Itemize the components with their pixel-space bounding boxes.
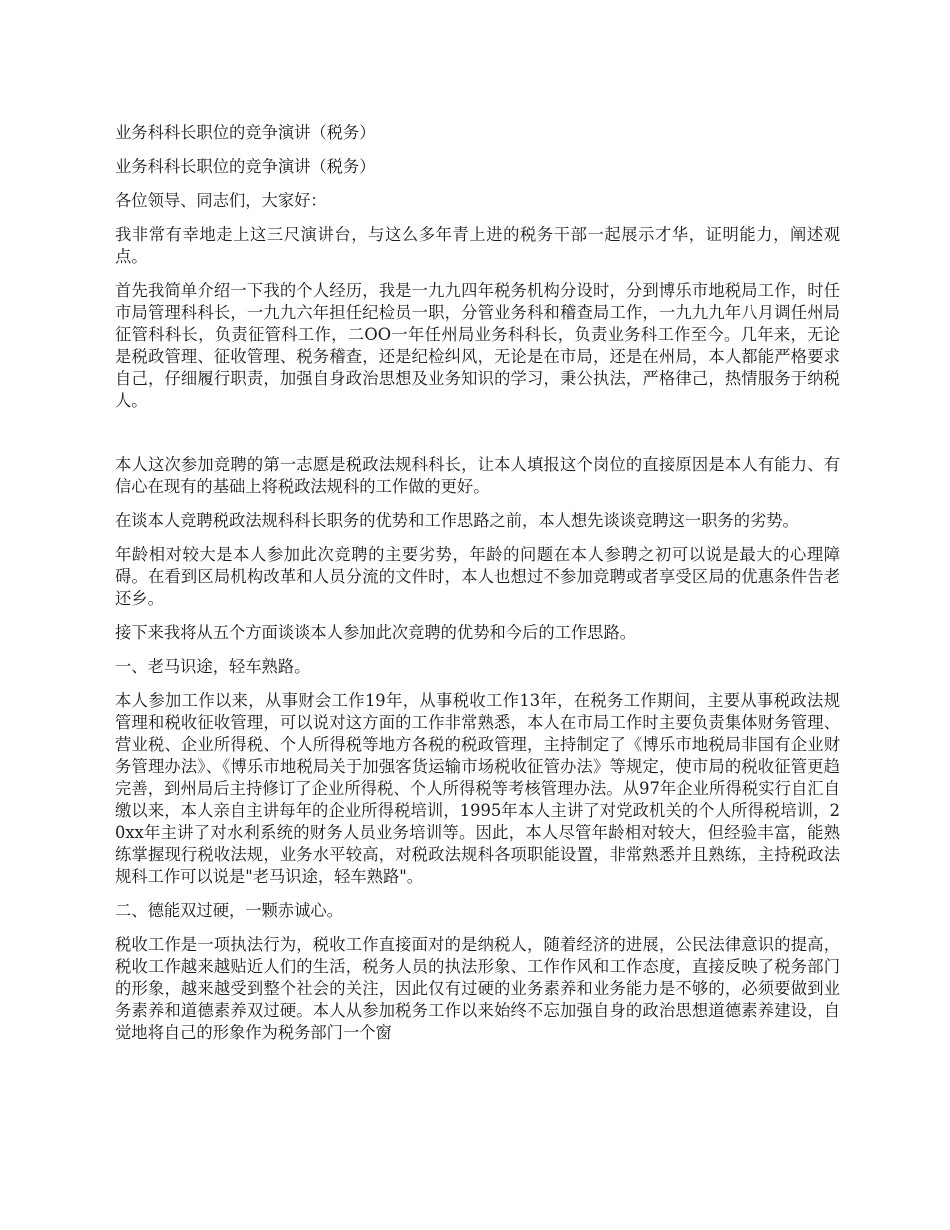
document-page (115, 122, 840, 1056)
section-heading-2: 二、德能双过硬，一颗赤诚心。 (115, 901, 343, 920)
section-heading-1: 一、老马识途，轻车熟路。 (115, 657, 311, 676)
blank-line (115, 424, 840, 454)
paragraph-section-1: 本人参加工作以来，从事财会工作19年，从事税收工作13年，在税务工作期间，主要从事税政法规管理和税收征收管理，可以说对这方面的工作非常熟悉，本人在市局工作时主要负责集体财务管理、营业税、企业所得税、个人所得税等地方各税的税政管理，主持制定了《博乐市地税局非国有企业财务管理办法》、《博乐市地税局关于加强客货运输市场税收征管办法》等规定，使市局的税收征管更趋完善，到州局后主持修订了企业所得税、个人所得税等考核管理办法。从97年企业所得税实行自汇自缴以来，本人亲自主讲每年的企业所得税培训，1995年本人主讲了对党政机关的个人所得税培训，20xx年主讲了对水利系统的财务人员业务培训等。因此，本人尽管年龄相对较大，但经验丰富，能熟练掌握现行税收法规，业务水平较高，对税政法规科各项职能设置，非常熟悉并且熟练，主持税政法规科工作可以说是"老马识途，轻车熟路"。 (115, 691, 840, 886)
paragraph-intro: 我非常有幸地走上这三尺演讲台，与这么多年青上进的税务干部一起展示才华，证明能力，阐述观点。 (115, 225, 840, 266)
paragraph-first-choice: 本人这次参加竞聘的第一志愿是税政法规科科长，让本人填报这个岗位的直接原因是本人有能力、有信心在现有的基础上将税政法规科的工作做的更好。 (115, 455, 840, 496)
document-title: 业务科科长职位的竞争演讲（税务） (115, 123, 376, 142)
paragraph-age: 年龄相对较大是本人参加此次竞聘的主要劣势，年龄的问题在本人参聘之初可以说是最大的心理障碍。在看到区局机构改革和人员分流的文件时，本人也想过不参加竞聘或者享受区局的优惠条件告老还乡。 (115, 545, 840, 608)
paragraph-experience: 首先我简单介绍一下我的个人经历，我是一九九四年税务机构分设时，分到博乐市地税局工作，时任市局管理科科长，一九九六年担任纪检员一职，分管业务科和稽查局工作，一九九九年八月调任州局征管科科长，负责征管科工作，二OO一年任州局业务科科长，负责业务科工作至今。几年来，无论是税政管理、征收管理、税务稽查，还是纪检纠风，无论是在市局，还是在州局，本人都能严格要求自己，仔细履行职责，加强自身政治思想及业务知识的学习，秉公执法，严格律己，热情服务于纳税人。 (115, 281, 840, 410)
paragraph-disadvantage-intro: 在谈本人竞聘税政法规科科长职务的优势和工作思路之前，本人想先谈谈竞聘这一职务的劣势。 (115, 511, 799, 530)
paragraph-section-2: 税收工作是一项执法行为，税收工作直接面对的是纳税人，随着经济的进展，公民法律意识的提高，税收工作越来越贴近人们的生活，税务人员的执法形象、工作作风和工作态度，直接反映了税务部门的形象，越来越受到整个社会的关注，因此仅有过硬的业务素养和业务能力是不够的，必须要做到业务素养和道德素养双过硬。本人从参加税务工作以来始终不忘加强自身的政治思想道德素养建设，自觉地将自己的形象作为税务部门一个窗 (115, 935, 840, 1042)
greeting: 各位领导、同志们，大家好： (115, 191, 327, 210)
document-subtitle: 业务科科长职位的竞争演讲（税务） (115, 157, 376, 176)
paragraph-five-aspects: 接下来我将从五个方面谈谈本人参加此次竞聘的优势和今后的工作思路。 (115, 623, 637, 642)
